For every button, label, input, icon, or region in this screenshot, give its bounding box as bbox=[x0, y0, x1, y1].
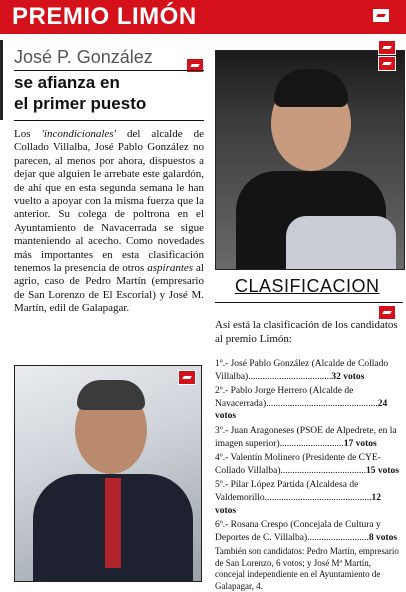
photo-microphones bbox=[286, 216, 396, 270]
classification-footnote: También son candidatos: Pedro Martín, empresario de San Lorenzo, 6 votos; y José Mª Martín, concejal independiente en el Ayuntamiento de Galapagar, 4. bbox=[215, 546, 399, 591]
list-item: 4º.- Valentín Molinero (Presidente de CYE-Collado Villalba)....................................15 votos bbox=[215, 453, 399, 476]
article-body: Los 'incondicionales' del alcalde de Collado Villalba, José Pablo González no parecen, al menos por ahora, dispuestos a dejar que alguien le arrebate este galardón, de ahí que en esta segunda semana le han vuelto a apoyar con la misma fuerza que la anterior. Su colega de poltrona en el Ayuntamiento de Navacerrada se sigue manteniendo al acecho. Como novedades más importantes en esta clasificación tenemos la presencia de otros aspirantes al agrio, caso de Pedro Martín (empresario de San Lorenzo de El Escorial) y José M. Martín, edil de Galapagar. bbox=[14, 128, 204, 315]
list-item: 1º.- José Pablo González (Alcalde de Collado Villalba)...................................32 votos bbox=[215, 359, 389, 382]
flag-icon bbox=[378, 40, 396, 55]
classification-divider bbox=[215, 302, 403, 303]
candidate-photo bbox=[215, 50, 405, 270]
byline-divider bbox=[14, 70, 204, 71]
list-item: 6º.- Rosana Crespo (Concejala de Cultura y Deportes de C. Villalba)..........................8 votos bbox=[215, 520, 398, 543]
list-item: 2º.- Pablo Jorge Herrero (Alcalde de Navacerrada)...............................................24 votos bbox=[215, 386, 388, 422]
flag-icon bbox=[372, 8, 390, 23]
classification-title: CLASIFICACION bbox=[235, 276, 380, 296]
headline-line-1: se afianza en bbox=[14, 73, 120, 92]
section-title: PREMIO LIMÓN bbox=[12, 3, 197, 30]
classification-list bbox=[215, 358, 403, 592]
headline-divider bbox=[14, 120, 204, 121]
headline-line-2: el primer puesto bbox=[14, 94, 147, 113]
article-headline bbox=[14, 72, 194, 114]
article-byline: José P. González bbox=[14, 47, 153, 67]
list-item: 5º.- Pilar López Partida (Alcaldesa de Valdemorillo.............................................12 votos bbox=[215, 480, 381, 516]
candidate-photo bbox=[14, 365, 202, 582]
list-item: 3º.- Juan Aragoneses (PSOE de Alpedrete, en la imagen superior)...........................17 votos bbox=[215, 425, 397, 449]
flag-icon bbox=[178, 370, 196, 385]
photo-hair bbox=[274, 69, 348, 107]
photo-tie bbox=[105, 478, 121, 568]
section-banner bbox=[0, 0, 406, 34]
classification-intro: Así está la clasificación de los candidatos al premio Limón: bbox=[215, 319, 398, 345]
column-rule bbox=[0, 40, 3, 120]
photo-hair bbox=[77, 380, 145, 410]
flag-icon bbox=[378, 56, 396, 71]
